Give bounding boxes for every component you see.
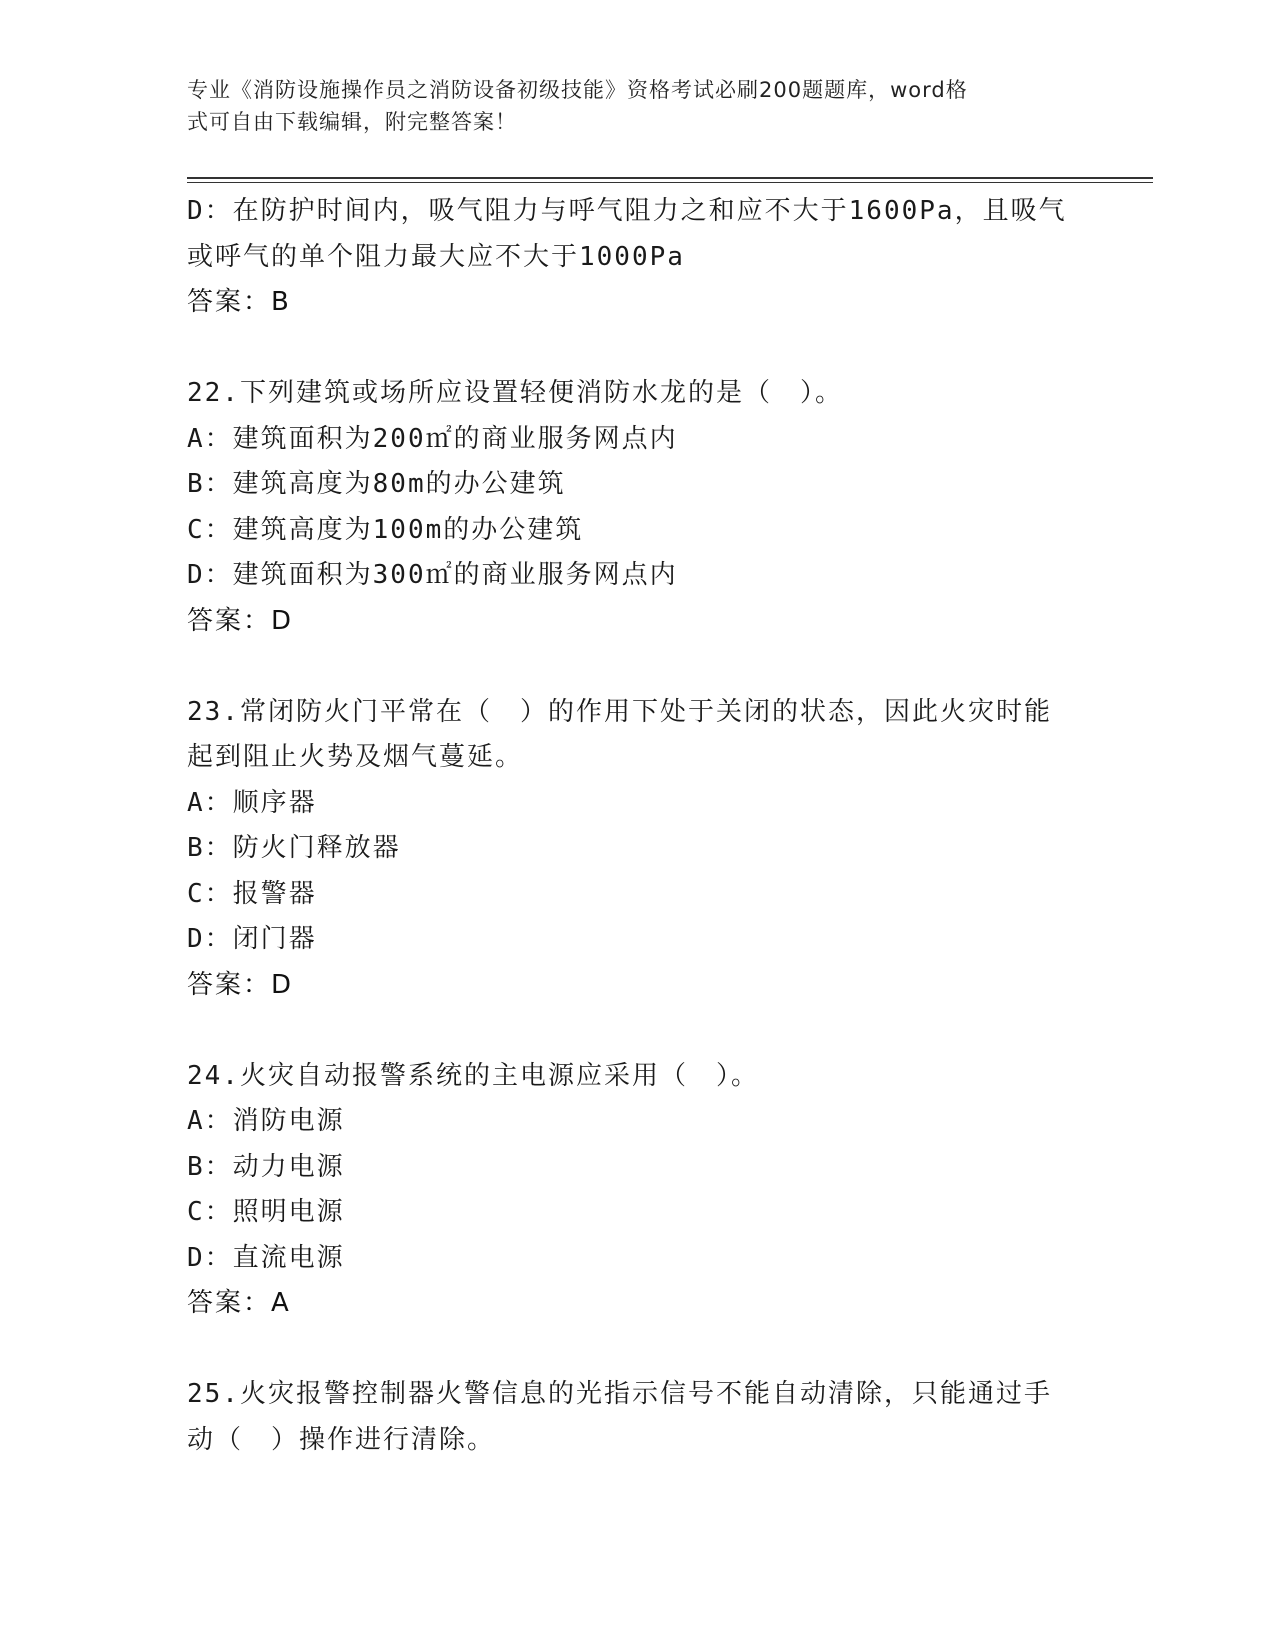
question-25 bbox=[187, 1372, 1087, 1463]
option-c: C：建筑高度为100m的办公建筑 bbox=[187, 514, 584, 545]
question-24 bbox=[187, 1054, 1087, 1327]
question-stem: 24.火灾自动报警系统的主电源应采用（ ）。 bbox=[187, 1060, 759, 1091]
option-d-line-2: 或呼气的单个阻力最大应不大于1000Pa bbox=[187, 241, 685, 272]
page-header bbox=[187, 74, 1067, 138]
document-body bbox=[187, 189, 1087, 1463]
option-d-line-1: D：在防护时间内，吸气阻力与呼气阻力之和应不大于1600Pa，且吸气 bbox=[187, 196, 1067, 226]
option-d: D：建筑面积为300㎡的商业服务网点内 bbox=[187, 560, 678, 590]
question-22 bbox=[187, 371, 1087, 644]
option-b: B：动力电源 bbox=[187, 1151, 345, 1182]
option-d: D：闭门器 bbox=[187, 924, 317, 954]
question-stem-line-2: 起到阻止火势及烟气蔓延。 bbox=[187, 742, 524, 772]
header-title-line-1: 专业《消防设施操作员之消防设备初级技能》资格考试必刷200题题库，word格 bbox=[187, 78, 968, 102]
header-divider-thin bbox=[187, 182, 1153, 183]
answer-22: 答案：D bbox=[187, 605, 294, 636]
option-a: A：建筑面积为200㎡的商业服务网点内 bbox=[187, 423, 678, 454]
header-title-line-2: 式可自由下载编辑，附完整答案！ bbox=[187, 110, 517, 134]
option-c: C：照明电源 bbox=[187, 1197, 345, 1227]
question-stem-line-1: 25.火灾报警控制器火警信息的光指示信号不能自动清除，只能通过手 bbox=[187, 1379, 1052, 1409]
option-a: A：顺序器 bbox=[187, 787, 317, 818]
question-23 bbox=[187, 690, 1087, 1009]
question-stem-line-1: 23.常闭防火门平常在（ ）的作用下处于关闭的状态，因此火灾时能 bbox=[187, 696, 1052, 727]
answer-21: 答案：B bbox=[187, 287, 291, 317]
option-b: B：建筑高度为80m的办公建筑 bbox=[187, 469, 566, 499]
option-d: D：直流电源 bbox=[187, 1242, 345, 1273]
question-21-tail bbox=[187, 189, 1087, 326]
option-c: C：报警器 bbox=[187, 878, 317, 909]
header-divider bbox=[187, 177, 1153, 179]
option-a: A：消防电源 bbox=[187, 1106, 345, 1136]
answer-24: 答案：A bbox=[187, 1288, 291, 1318]
option-b: B：防火门释放器 bbox=[187, 833, 401, 863]
question-stem: 22.下列建筑或场所应设置轻便消防水龙的是（ ）。 bbox=[187, 378, 843, 408]
answer-23: 答案：D bbox=[187, 969, 294, 1000]
question-stem-line-2: 动（ ）操作进行清除。 bbox=[187, 1424, 496, 1455]
